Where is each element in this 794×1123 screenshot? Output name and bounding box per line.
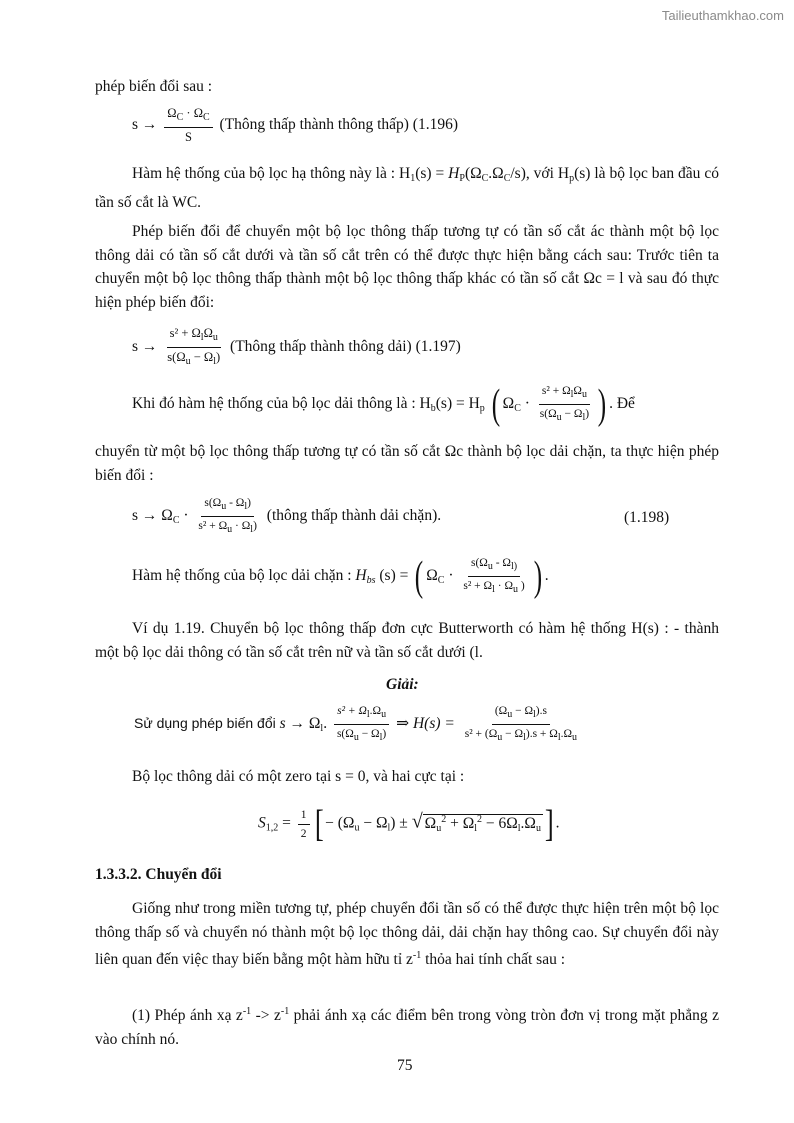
equation-poles: [258, 804, 559, 844]
eq-fraction: [164, 106, 212, 145]
eq-term: − Ω: [561, 408, 583, 420]
eq-term: Ω: [502, 395, 515, 413]
eq-sub: l: [517, 822, 521, 834]
paragraph-intro: phép biến đổi sau :: [95, 78, 213, 95]
equation-1-197: [132, 326, 461, 369]
text: (s) =: [415, 165, 449, 182]
eq-label: (Thông thấp thành thông thấp) (1.196): [219, 116, 459, 134]
eq-sub: u: [212, 332, 218, 343]
bracket-close: ]: [544, 803, 554, 845]
text: H: [355, 567, 367, 585]
eq-term: s² + Ω: [337, 705, 367, 717]
eq-term: s(Ω: [204, 497, 222, 509]
paragraph-bandstop-system: [132, 553, 549, 600]
eq-term: s(Ω: [167, 350, 186, 364]
eq-sub: l: [523, 732, 526, 743]
eq-numerator: 1: [298, 808, 310, 825]
eq-sub: u: [507, 709, 513, 720]
sub: P: [459, 173, 465, 184]
eq-var: s: [132, 338, 139, 356]
eq-equals: =: [282, 814, 291, 832]
paragraph-bandpass-intro: Phép biến đổi để chuyển một bộ lọc thông thấp tương tự có tần số cắt ác thành một bộ lọc thông dải có tần số cắt dưới và tần số cắt trên có thể được thực hiện bằng cách sau: Trước tiên ta chuyển một bộ lọc thông thấp thành một bộ lọc thông thấp khác có tần số cắt Ωc = l và sau đó thực hiện phép biến đổi:: [95, 223, 719, 311]
eq-sub: u: [513, 584, 518, 595]
eq-sub: u: [572, 732, 578, 743]
text: (s) là bộ lọc ban đầu có tần số cắt là WC.: [95, 165, 719, 211]
eq-term: s² + Ω: [198, 520, 228, 532]
sup: -1: [280, 1006, 290, 1017]
sub: C: [503, 173, 511, 184]
eq-term: ).s + Ω: [525, 728, 558, 740]
eq-term: − Ω: [512, 705, 533, 717]
eq-sub: u: [381, 709, 387, 720]
equation-1-196: [132, 106, 458, 145]
eq-fraction: [298, 808, 310, 841]
eq-fraction: [462, 704, 580, 745]
eq-term: s² + (Ω: [464, 728, 498, 740]
eq-dot: ·: [183, 507, 189, 525]
eq-var: s: [132, 507, 139, 525]
paragraph-property-1: [95, 1000, 719, 1051]
text: thỏa hai tính chất sau :: [421, 951, 566, 968]
eq-term: − Ω: [502, 728, 524, 740]
text: Hàm hệ thống của bộ lọc hạ thông này là : H: [132, 165, 411, 182]
eq-var: s: [132, 116, 139, 134]
sub: b: [430, 403, 436, 415]
eq-sub: l: [533, 709, 536, 720]
eq-sub: C: [172, 515, 180, 527]
paragraph-bandpass-system: [132, 381, 635, 428]
eq-sub: u: [436, 822, 442, 834]
eq-sub: l: [213, 356, 216, 367]
eq-sub: l): [510, 561, 518, 572]
eq-arrow: →: [141, 116, 158, 134]
eq-sub: l: [320, 723, 324, 735]
eq-dot: ·: [524, 395, 530, 413]
eq-dot: ·: [186, 106, 191, 120]
eq-term: ): [253, 520, 257, 532]
eq-fraction: [195, 496, 259, 537]
eq-term: − Ω: [190, 350, 214, 364]
sup: -1: [242, 1006, 252, 1017]
section-heading: 1.3.3.2. Chuyển đổi: [95, 866, 222, 883]
sup: -1: [412, 950, 422, 961]
eq-term: − Ω: [358, 728, 380, 740]
eq-term: ): [216, 350, 221, 364]
eq-sub: C: [202, 112, 210, 123]
sub: 1: [410, 173, 416, 184]
text: H: [448, 165, 460, 182]
eq-sub: u: [185, 356, 191, 367]
eq-term: s(Ω: [470, 557, 488, 569]
eq-term: ): [585, 408, 590, 420]
eq-term: s² + Ω: [463, 580, 493, 592]
eq-term: - Ω: [492, 557, 511, 569]
eq-sub: u: [221, 501, 227, 512]
watermark: Tailieuthamkhao.com: [661, 8, 784, 23]
eq-sub: u: [535, 822, 541, 834]
eq-sub: l: [557, 732, 561, 743]
eq-arrow: →: [141, 338, 158, 356]
text: .: [555, 814, 560, 832]
eq-sub: l: [474, 822, 477, 834]
eq-term: ): [247, 497, 251, 509]
paragraph-poles: Bộ lọc thông dải có một zero tại s = 0, và hai cực tại :: [132, 768, 465, 785]
text: (1) Phép ánh xạ z: [132, 1007, 243, 1024]
eq-term: − 6Ω: [482, 814, 518, 832]
eq-denominator: 2: [300, 827, 307, 840]
sqrt-sign: √: [411, 810, 423, 833]
text: Hàm hệ thống của bộ lọc dải chặn :: [132, 567, 356, 585]
text: -> z: [251, 1007, 281, 1024]
eq-term: ): [518, 580, 525, 592]
eq-sub: 1,2: [265, 822, 279, 834]
paragraph-lowpass-system: [95, 162, 719, 214]
text: (s) =: [375, 567, 413, 585]
eq-term: Ω: [193, 106, 203, 120]
paren-open: (: [415, 553, 424, 600]
eq-term: Ω: [308, 715, 321, 733]
eq-implies: ⇒: [396, 715, 410, 733]
eq-term: s(Ω: [539, 408, 557, 420]
sub: p: [569, 173, 575, 184]
sub: bs: [366, 575, 376, 587]
eq-term: s² + Ω: [541, 385, 571, 397]
text: .: [544, 567, 549, 585]
eq-sub: l: [387, 822, 391, 834]
eq-sub: l: [366, 709, 370, 720]
eq-sub: u: [581, 389, 587, 400]
eq-sub: u: [497, 732, 503, 743]
equation-1-198: [132, 496, 441, 537]
eq-term: H(s) =: [412, 715, 455, 733]
eq-term: − Ω: [359, 814, 388, 832]
eq-sub: l: [244, 501, 248, 512]
eq-sub: C: [176, 112, 184, 123]
text: /s), với H: [510, 165, 570, 182]
eq-lead: Sử dụng phép biến đổi: [134, 715, 276, 732]
eq-sub: l: [492, 584, 495, 595]
eq-sup: 2: [441, 813, 447, 825]
eq-sub: u: [487, 561, 493, 572]
eq-term: Ω: [167, 106, 177, 120]
eq-term: · Ω: [494, 580, 513, 592]
sub: C: [481, 173, 489, 184]
eq-term: ) ±: [390, 814, 408, 832]
eq-sub: l: [250, 524, 254, 535]
eq-term: Ω: [161, 507, 173, 525]
eq-term: · Ω: [232, 520, 251, 532]
paragraph-example: Ví dụ 1.19. Chuyển bộ lọc thông thấp đơn cực Butterworth có hàm hệ thống H(s) : - thành một bộ lọc dải thông có tần số cắt trên nữ và tần số cắt dưới (l.: [95, 620, 719, 661]
eq-term: ): [382, 728, 387, 740]
eq-term: s(Ω: [336, 728, 354, 740]
eq-term: + Ω: [446, 814, 475, 832]
eq-dot: ·: [448, 567, 454, 585]
eq-term: s² + Ω: [169, 326, 201, 340]
eq-sub: u: [354, 822, 360, 834]
eq-label: (Thông thấp thành thông dải) (1.197): [230, 338, 461, 356]
eq-sub: C: [514, 403, 521, 415]
eq-sub: l: [200, 332, 204, 343]
eq-fraction: [537, 384, 592, 425]
paren-open: (: [491, 381, 500, 428]
eq-term: - Ω: [226, 497, 245, 509]
eq-sub: u: [556, 412, 562, 423]
eq-arrow: →: [289, 715, 306, 733]
equation-substitution: Sử dụng phép biến đổi $s \to \Omega_l$. $\frac{s^2 + \Omega_l.\Omega_u}{s(\Omega_u - \Omega_l)}$ ⇒ H(s) = $\frac{(\Omega_u - \Omega_l).s}{s^2 + (\Omega_u - \Omega_l).s + \Omega_l.\Omega_u}$: [134, 704, 583, 745]
eq-sub: u: [353, 732, 359, 743]
eq-term: Ω: [424, 814, 437, 832]
eq-sub: l: [582, 412, 586, 423]
text: (s) = H: [435, 395, 480, 413]
eq-fraction: [460, 556, 527, 597]
sqrt-content: [423, 814, 543, 832]
eq-term: .Ω: [520, 814, 536, 832]
eq-var: s: [279, 715, 286, 733]
eq-sub: l: [570, 389, 574, 400]
text: Khi đó hàm hệ thống của bộ lọc dải thông là : H: [132, 395, 431, 413]
eq-term: .Ω: [560, 728, 573, 740]
eq-var: S: [258, 814, 266, 832]
eq-label: (thông thấp thành dải chặn).: [266, 507, 442, 525]
eq-term: Ω: [203, 326, 213, 340]
eq-term: (Ω: [494, 705, 508, 717]
eq-term: Ω: [426, 567, 438, 585]
bracket-open: [: [314, 803, 324, 845]
sub: p: [479, 403, 485, 415]
text: . Để: [609, 395, 635, 413]
eq-term: Ω: [573, 385, 582, 397]
page-number: 75: [397, 1057, 413, 1074]
text: phải ánh xạ các điểm bên trong vòng tròn đơn vị trong mặt phẳng z vào chính nó.: [95, 1007, 719, 1048]
paragraph-bandstop-intro: chuyển từ một bộ lọc thông thấp tương tự có tần số cắt Ωc thành bộ lọc dải chặn, ta thực hiện phép biến đổi :: [95, 443, 719, 484]
eq-fraction: [164, 326, 223, 369]
eq-sup: 2: [477, 813, 482, 825]
text: Giống như trong miền tương tự, phép chuyển đổi tần số có thể được thực hiện trên một bộ lọc thông thấp số và chuyển nó thành một bộ lọc thông dải, dải chặn hay thông cao. Sự chuyển đổi này liên quan đến việc thay biến bằng một hàm hữu tỉ z: [95, 900, 719, 968]
eq-fraction: [334, 704, 389, 745]
paragraph-digital-conversion: [95, 897, 719, 972]
text: (Ω: [464, 165, 482, 182]
eq-sub: C: [437, 575, 445, 587]
eq-term: .Ω: [369, 705, 382, 717]
equation-number: (1.198): [624, 509, 670, 526]
eq-sub: u: [227, 524, 233, 535]
eq-term: − (Ω: [325, 814, 355, 832]
eq-term: ).s: [535, 705, 547, 717]
eq-arrow: →: [141, 507, 158, 525]
paren-close: ): [533, 553, 542, 600]
eq-sub: l: [379, 732, 383, 743]
paren-close: ): [597, 381, 607, 428]
text: .Ω: [488, 165, 504, 182]
solution-heading: Giải:: [386, 676, 419, 693]
eq-denominator: S: [185, 130, 192, 144]
